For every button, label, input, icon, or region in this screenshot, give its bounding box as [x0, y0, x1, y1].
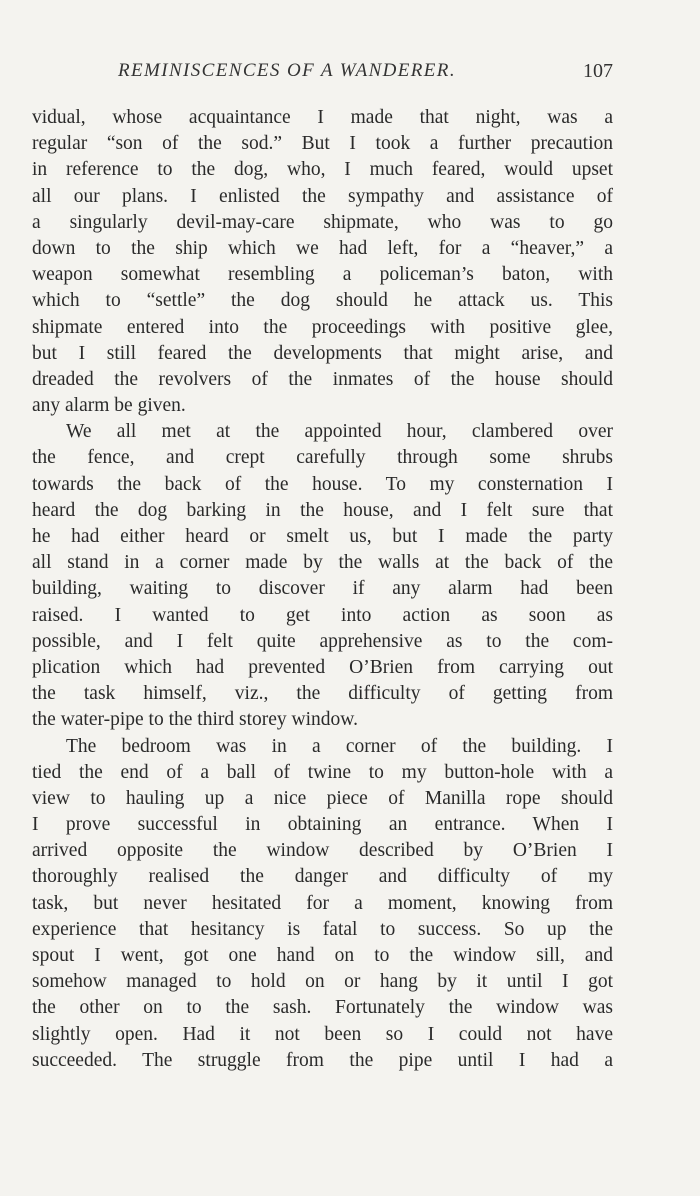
text-line: possible, and I felt quite apprehensive as to the com-	[32, 630, 613, 652]
paragraph-start-line: The bedroom was in a corner of the building. I	[66, 735, 613, 757]
text-line: regular “son of the sod.” But I took a further precaution	[32, 133, 613, 155]
text-line: somehow managed to hold on or hang by it until I got	[32, 971, 613, 993]
text-line: but I still feared the developments that might arise, and	[32, 342, 613, 364]
text-line: plication which had prevented O’Brien from carrying out	[32, 656, 613, 678]
text-line: all our plans. I enlisted the sympathy and assistance of	[32, 185, 613, 207]
page-number: 107	[583, 60, 613, 82]
text-line: succeeded. The struggle from the pipe until I had a	[32, 1049, 613, 1071]
text-line: spout I went, got one hand on to the window sill, and	[32, 945, 613, 966]
text-line: thoroughly realised the danger and difficulty of my	[32, 866, 613, 888]
text-line: view to hauling up a nice piece of Manilla rope should	[32, 787, 613, 809]
text-line: task, but never hesitated for a moment, knowing from	[32, 892, 613, 914]
text-line: vidual, whose acquaintance I made that night, was a	[32, 107, 613, 128]
text-line: raised. I wanted to get into action as soon as	[32, 604, 613, 626]
text-line: I prove successful in obtaining an entrance. When I	[32, 814, 613, 836]
text-line: tied the end of a ball of twine to my button-hole with a	[32, 761, 613, 783]
text-line: which to “settle” the dog should he attack us. This	[32, 290, 613, 312]
text-line: dreaded the revolvers of the inmates of the house should	[32, 368, 613, 390]
text-line: the other on to the sash. Fortunately the window was	[32, 997, 613, 1019]
text-line: building, waiting to discover if any alarm had been	[32, 578, 613, 600]
text-line: slightly open. Had it not been so I could not have	[32, 1023, 613, 1045]
text-line: all stand in a corner made by the walls at the back of the	[32, 552, 613, 574]
text-line: shipmate entered into the proceedings with positive glee,	[32, 316, 613, 338]
text-line: the fence, and crept carefully through some shrubs	[32, 447, 613, 469]
text-line: any alarm be given.	[32, 395, 186, 417]
text-line: weapon somewhat resembling a policeman’s baton, with	[32, 264, 613, 286]
text-line: experience that hesitancy is fatal to success. So up the	[32, 918, 613, 940]
paragraph-start-line: We all met at the appointed hour, clambered over	[66, 421, 613, 443]
text-line: towards the back of the house. To my consternation I	[32, 473, 613, 495]
text-line: down to the ship which we had left, for a “heaver,” a	[32, 237, 613, 259]
body-text	[32, 105, 613, 1074]
text-line: the task himself, viz., the difficulty of getting from	[32, 683, 613, 705]
running-title: REMINISCENCES OF A WANDERER.	[118, 60, 456, 81]
running-head	[32, 60, 613, 88]
text-line: heard the dog barking in the house, and I felt sure that	[32, 499, 613, 521]
text-line: the water-pipe to the third storey window.	[32, 709, 358, 731]
text-line: in reference to the dog, who, I much feared, would upset	[32, 159, 613, 181]
text-line: a singularly devil-may-care shipmate, who was to go	[32, 211, 613, 233]
text-line: he had either heard or smelt us, but I made the party	[32, 526, 613, 547]
text-line: arrived opposite the window described by O’Brien I	[32, 840, 613, 862]
